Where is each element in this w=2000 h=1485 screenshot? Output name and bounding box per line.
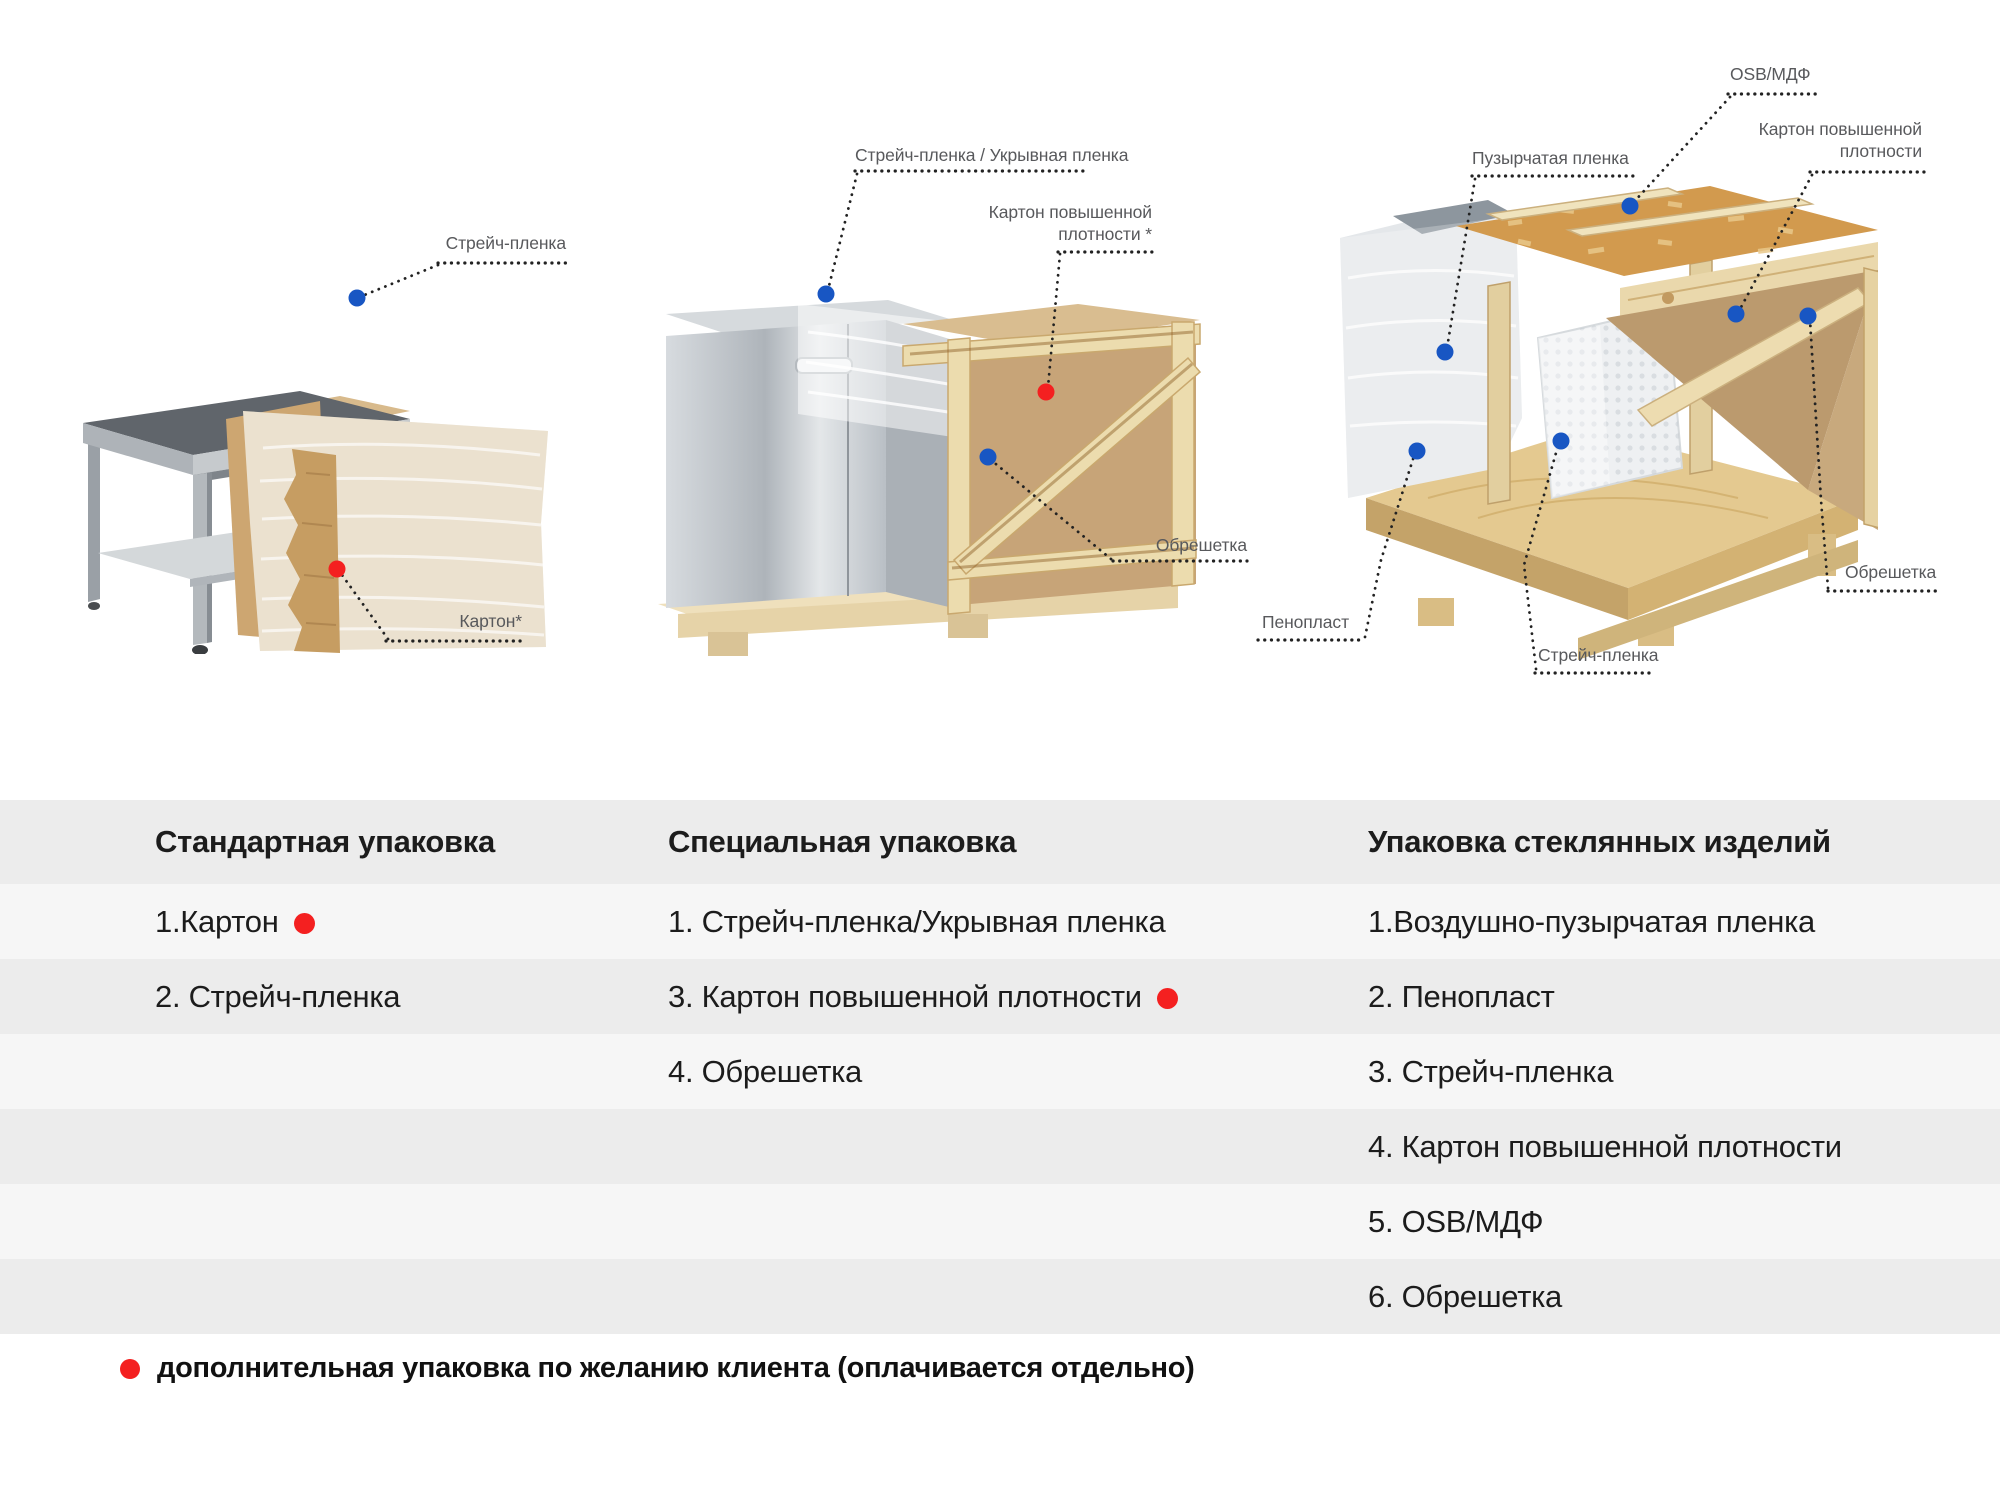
item-text: 2. Пенопласт — [1368, 978, 1555, 1014]
table-item — [1368, 1184, 1543, 1259]
table-item — [1368, 884, 1815, 959]
column-header-glass: Упаковка стеклянных изделий — [1368, 824, 1831, 859]
callout-label-crate-2: Обрешетка — [1155, 535, 1247, 555]
callout-label-dense-carton-2 — [952, 201, 1152, 246]
item-text: 1. Стрейч-пленка/Укрывная пленка — [668, 903, 1166, 939]
column-header-standard: Стандартная упаковка — [155, 824, 495, 859]
callout-label-stretch-film-3: Стрейч-пленка — [1538, 645, 1659, 665]
table-item — [1368, 959, 1555, 1034]
callout-label-bubble-film-3: Пузырчатая пленка — [1472, 148, 1629, 168]
table-item — [1368, 1259, 1562, 1334]
item-text: 2. Стрейч-пленка — [155, 978, 401, 1014]
callout-label-stretch-cover-film-2: Стрейч-пленка / Укрывная пленка — [855, 145, 1129, 165]
callout-label-crate-3: Обрешетка — [1845, 562, 1937, 582]
footnote-text: дополнительная упаковка по желанию клиента (оплачивается отдельно) — [157, 1352, 1195, 1384]
packaging-comparison-table — [0, 800, 2000, 1334]
table-item — [155, 884, 315, 959]
callout-label-stretch-film-1: Стрейч-пленка — [445, 233, 566, 253]
callout-label-carton-1: Картон* — [459, 611, 522, 631]
table-row-band — [0, 1259, 2000, 1334]
callout-line: плотности — [1839, 141, 1922, 162]
callout-line: плотности * — [1058, 224, 1152, 245]
item-text: 5. OSB/МДФ — [1368, 1203, 1544, 1239]
red-dot — [120, 1359, 140, 1379]
callout-label-foam-3: Пенопласт — [1262, 612, 1349, 632]
callout-label-dense-carton-3 — [1722, 118, 1922, 163]
item-text: 4. Обрешетка — [668, 1053, 862, 1089]
item-text: 3. Картон повышенной плотности — [668, 978, 1142, 1014]
table-item — [668, 884, 1165, 959]
item-text: 1.Воздушно-пузырчатая пленка — [1368, 903, 1815, 939]
table-item — [668, 959, 1178, 1034]
column-header-special: Специальная упаковка — [668, 824, 1017, 859]
table-row-band — [0, 1184, 2000, 1259]
callout-line: Картон повышенной — [1758, 119, 1922, 139]
table-item — [155, 959, 400, 1034]
footnote — [120, 1352, 1195, 1385]
product-photo-glass-packaging — [1338, 168, 1878, 668]
callout-line: Картон повышенной — [988, 202, 1152, 222]
table-item — [1368, 1034, 1613, 1109]
item-text: 4. Картон повышенной плотности — [1368, 1128, 1842, 1164]
item-text: 6. Обрешетка — [1368, 1278, 1562, 1314]
table-item — [668, 1034, 862, 1109]
red-dot — [294, 913, 315, 934]
table-item — [1368, 1109, 1842, 1184]
item-text: 1.Картон — [155, 903, 279, 939]
table-row-band — [0, 1034, 2000, 1109]
red-dot — [1157, 988, 1178, 1009]
callout-label-osb-mdf-3: OSB/МДФ — [1730, 64, 1811, 84]
item-text: 3. Стрейч-пленка — [1368, 1053, 1614, 1089]
product-photo-special-packaging — [648, 262, 1208, 662]
product-photo-standard-packaging — [78, 222, 578, 654]
